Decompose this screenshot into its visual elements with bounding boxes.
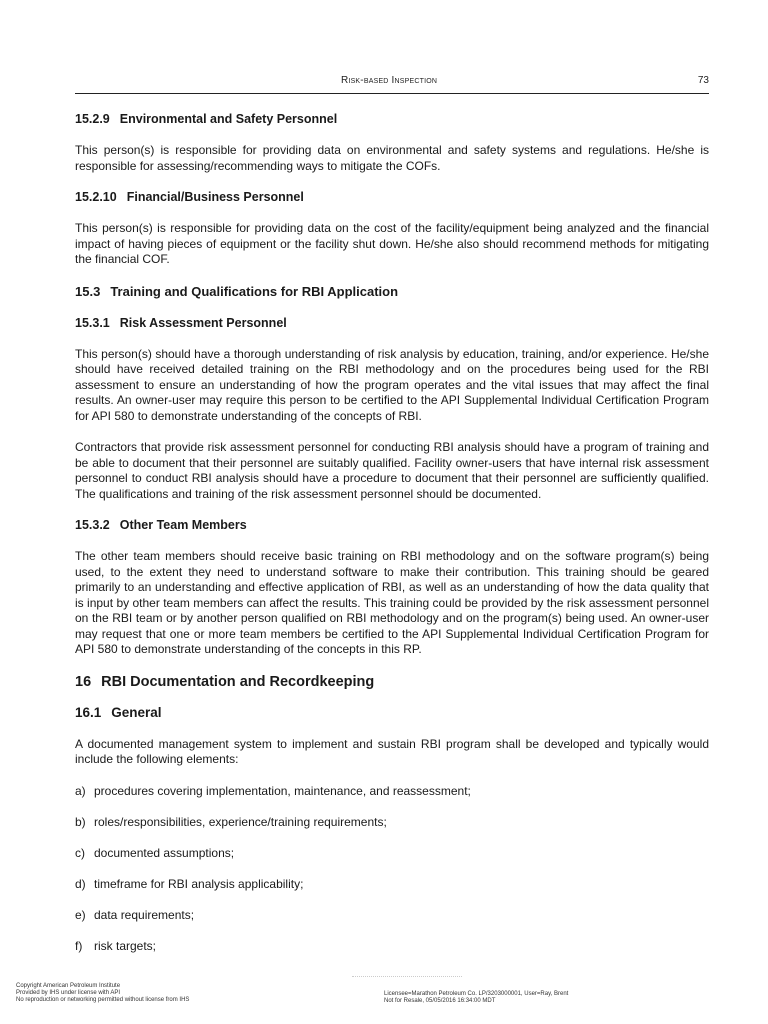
document-body	[75, 112, 709, 970]
section-heading-16: 16 RBI Documentation and Recordkeeping	[75, 673, 375, 690]
section-heading-16-1: 16.1 General	[75, 704, 162, 720]
paragraph: Contractors that provide risk assessment personnel for conducting RBI analysis should have a program of training and be able to document that their personnel are suitably qualified. Facility owner-users that have internal risk assessment personnel to conduct RBI analysis should have a procedure to document that their personnel are sufficiently qualified. The qualifications and training of the risk assessment personnel should be documented.	[75, 440, 709, 501]
section-heading-15-2-10: 15.2.10 Financial/Business Personnel	[75, 190, 304, 204]
elements-list	[75, 784, 709, 955]
page-number: 73	[697, 75, 709, 86]
running-title: Risk-based Inspection	[341, 75, 438, 86]
footer-license: Licensee=Marathon Petroleum Co. LP/3203000001, User=Ray, Brent Not for Resale, 05/05/2016 16:34:00 MDT	[384, 991, 569, 1004]
list-item: c) documented assumptions;	[75, 845, 235, 860]
page-header	[75, 73, 709, 94]
footer-divider	[352, 976, 462, 980]
footer-copyright: Copyright American Petroleum Institute Provided by IHS under license with API No reproduction or networking permitted without license from IHS	[16, 983, 190, 1003]
list-item: d) timeframe for RBI analysis applicability;	[75, 876, 304, 891]
list-item: f) risk targets;	[75, 938, 157, 953]
list-item: e) data requirements;	[75, 907, 195, 922]
section-heading-15-3: 15.3 Training and Qualifications for RBI Application	[75, 283, 399, 299]
paragraph: This person(s) should have a thorough understanding of risk analysis by education, training, and/or experience. He/she should have received detailed training on the RBI methodology and on the procedures being used for the RBI assessment to ensure an understanding of how the program operates and the vital issues that may affect the final results. An owner-user may require this person to be certified to the API Supplemental Individual Certification Program for API 580 to demonstrate understanding of the concepts of RBI.	[75, 346, 709, 423]
list-item: a) procedures covering implementation, maintenance, and reassessment;	[75, 783, 471, 798]
section-heading-15-3-2: 15.3.2 Other Team Members	[75, 518, 247, 532]
list-item: b) roles/responsibilities, experience/training requirements;	[75, 814, 387, 829]
paragraph: A documented management system to implement and sustain RBI program shall be developed and typically would include the following elements:	[75, 736, 709, 766]
paragraph: This person(s) is responsible for providing data on environmental and safety systems and regulations. He/she is responsible for assessing/recommending ways to mitigate the COFs.	[75, 143, 709, 173]
section-heading-15-2-9: 15.2.9 Environmental and Safety Personnel	[75, 112, 338, 126]
paragraph: This person(s) is responsible for providing data on the cost of the facility/equipment being analyzed and the financial impact of having pieces of equipment or the facility shut down. He/she also should recommend methods for mitigating the financial COF.	[75, 221, 709, 266]
paragraph: The other team members should receive basic training on RBI methodology and on the software program(s) being used, to the extent they need to understand software to make their contribution. This training should be geared primarily to an understanding and effective application of RBI, as well as an understanding of how the data quality that is input by other team members can affect the results. This training could be provided by the risk assessment personnel on the RBI team or by another person qualified on RBI methodology and on the program(s) being used. An owner-user may request that one or more team members be certified to the API Supplemental Individual Certification Program for API 580 to demonstrate understanding of the concepts in this RP.	[75, 549, 709, 656]
section-heading-15-3-1: 15.3.1 Risk Assessment Personnel	[75, 315, 287, 330]
